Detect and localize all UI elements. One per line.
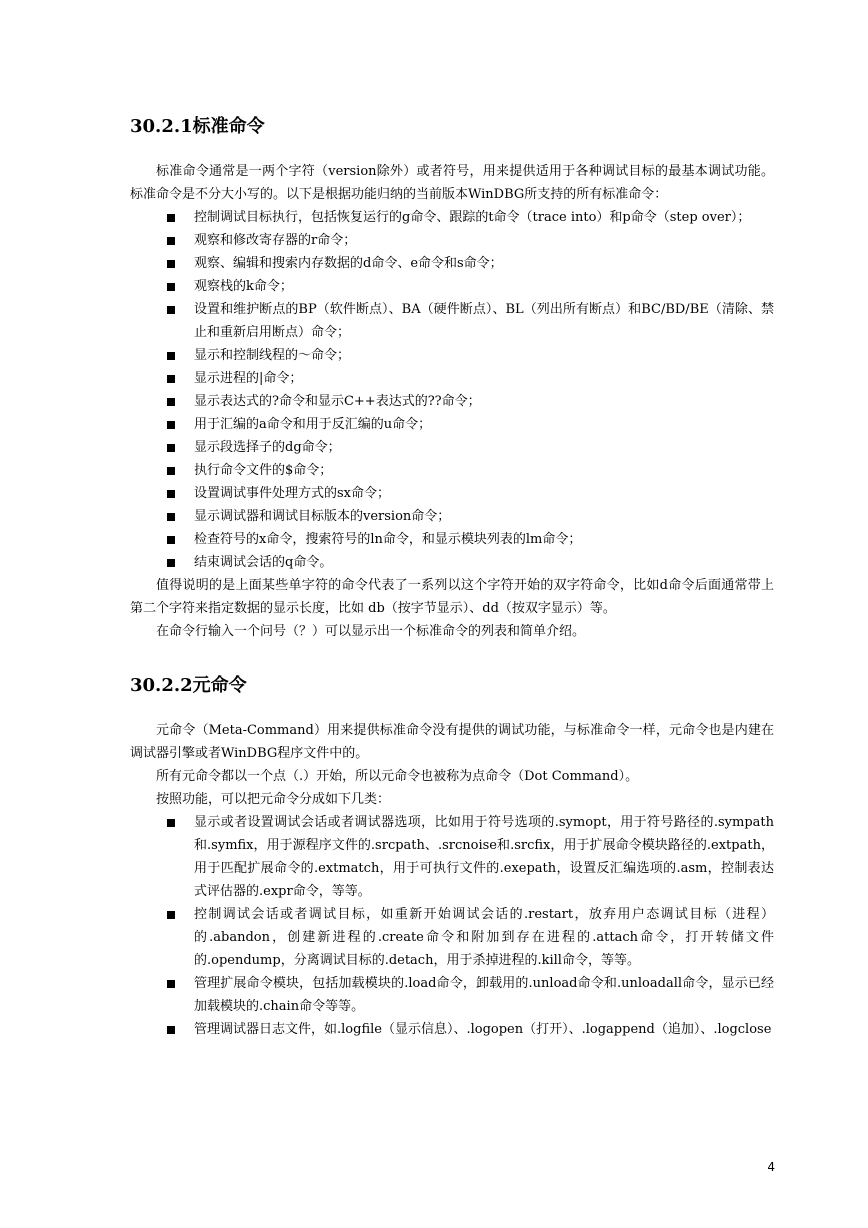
square-bullet-icon xyxy=(167,260,175,268)
list-item: 显示调试器和调试目标版本的version命令； xyxy=(130,505,774,528)
square-bullet-icon xyxy=(167,306,175,314)
square-bullet-icon xyxy=(167,911,175,919)
list-item: 检查符号的x命令，搜索符号的ln命令，和显示模块列表的lm命令； xyxy=(130,528,774,551)
dot-command-paragraph: 所有元命令都以一个点（.）开始，所以元命令也被称为点命令（Dot Command）。 xyxy=(156,769,639,784)
list-item: 结束调试会话的q命令。 xyxy=(130,551,774,574)
list-item: 观察栈的k命令； xyxy=(130,275,774,298)
page-content xyxy=(130,112,774,1041)
square-bullet-icon xyxy=(167,444,175,452)
list-item: 执行命令文件的$命令； xyxy=(130,459,774,482)
square-bullet-icon xyxy=(167,1026,175,1034)
square-bullet-icon xyxy=(167,819,175,827)
note-paragraph: 值得说明的是上面某些单字符的命令代表了一系列以这个字符开始的双字符命令，比如d命令后面通常带上第二个字符来指定数据的显示长度，比如 db（按字节显示）、dd（按双字显示）等。 xyxy=(130,578,774,616)
intro-paragraph: 标准命令通常是一两个字符（version除外）或者符号，用来提供适用于各种调试目标的最基本调试功能。标准命令是不分大小写的。以下是根据功能归纳的当前版本WinDBG所支持的所有标准命令： xyxy=(130,164,774,202)
list-item: 设置和维护断点的BP（软件断点）、BA（硬件断点）、BL（列出所有断点）和BC/BD/BE（清除、禁止和重新启用断点）命令； xyxy=(130,298,774,344)
square-bullet-icon xyxy=(167,980,175,988)
standard-command-list xyxy=(130,206,774,574)
page-number: 4 xyxy=(767,1160,775,1174)
section-heading-standard-commands: 30.2.1标准命令 xyxy=(130,116,265,137)
list-item: 设置调试事件处理方式的sx命令； xyxy=(130,482,774,505)
list-item: 显示或者设置调试会话或者调试器选项，比如用于符号选项的.symopt，用于符号路径的.sympath和.symfix，用于源程序文件的.srcpath、.srcnoise和.srcfix，用于扩展命令模块路径的.extpath，用于匹配扩展命令的.extmatch，用于可执行文件的.exepath，设置反汇编选项的.asm，控制表达式评估器的.expr命令，等等。 xyxy=(130,811,774,903)
list-item: 显示段选择子的dg命令； xyxy=(130,436,774,459)
list-item: 管理扩展命令模块，包括加载模块的.load命令，卸载用的.unload命令和.unloadall命令，显示已经加载模块的.chain命令等等。 xyxy=(130,972,774,1018)
list-item: 管理调试器日志文件，如.logfile（显示信息）、.logopen（打开）、.logappend（追加）、.logclose xyxy=(130,1018,774,1041)
square-bullet-icon xyxy=(167,375,175,383)
list-item: 观察和修改寄存器的r命令； xyxy=(130,229,774,252)
square-bullet-icon xyxy=(167,283,175,291)
list-item: 显示表达式的?命令和显示C++表达式的??命令； xyxy=(130,390,774,413)
list-item: 控制调试目标执行，包括恢复运行的g命令、跟踪的t命令（trace into）和p命令（step over）； xyxy=(130,206,774,229)
square-bullet-icon xyxy=(167,237,175,245)
list-item: 显示和控制线程的～命令； xyxy=(130,344,774,367)
list-item: 控制调试会话或者调试目标，如重新开始调试会话的.restart，放弃用户态调试目标（进程）的.abandon，创建新进程的.create命令和附加到存在进程的.attach命令，打开转储文件的.opendump，分离调试目标的.detach，用于杀掉进程的.kill命令，等等。 xyxy=(130,903,774,972)
meta-intro-paragraph: 元命令（Meta-Command）用来提供标准命令没有提供的调试功能，与标准命令一样，元命令也是内建在调试器引擎或者WinDBG程序文件中的。 xyxy=(130,723,774,761)
square-bullet-icon xyxy=(167,513,175,521)
square-bullet-icon xyxy=(167,421,175,429)
square-bullet-icon xyxy=(167,467,175,475)
meta-command-list xyxy=(130,811,774,1041)
tip-paragraph: 在命令行输入一个问号（？）可以显示出一个标准命令的列表和简单介绍。 xyxy=(156,624,586,639)
list-item: 用于汇编的a命令和用于反汇编的u命令； xyxy=(130,413,774,436)
square-bullet-icon xyxy=(167,559,175,567)
list-item: 显示进程的|命令； xyxy=(130,367,774,390)
square-bullet-icon xyxy=(167,214,175,222)
square-bullet-icon xyxy=(167,490,175,498)
list-item: 观察、编辑和搜索内存数据的d命令、e命令和s命令； xyxy=(130,252,774,275)
section-heading-meta-commands: 30.2.2元命令 xyxy=(130,675,247,696)
square-bullet-icon xyxy=(167,352,175,360)
square-bullet-icon xyxy=(167,398,175,406)
category-intro-paragraph: 按照功能，可以把元命令分成如下几类： xyxy=(156,792,391,807)
square-bullet-icon xyxy=(167,536,175,544)
